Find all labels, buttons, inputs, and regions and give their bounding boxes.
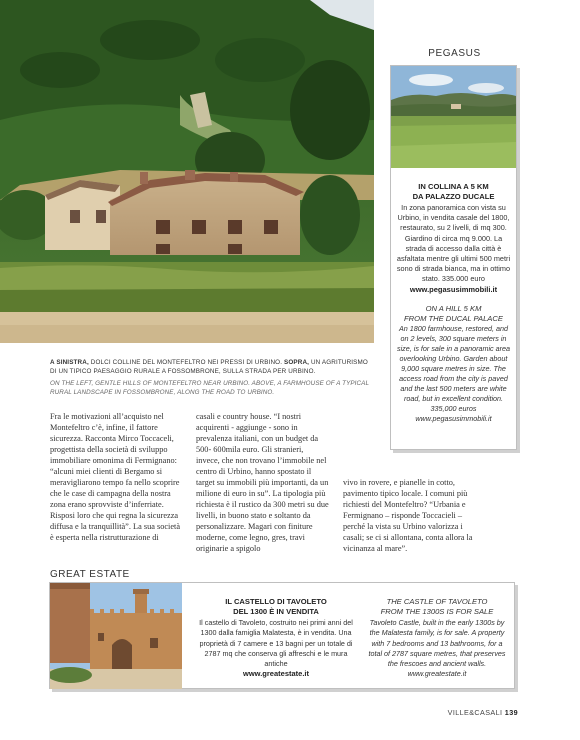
article-column-1 <box>50 411 181 543</box>
great-estate-website-link[interactable]: www.greatestate.it <box>243 669 309 679</box>
caption-direction-left: A SINISTRA, <box>50 359 89 366</box>
castle-title-italian <box>196 597 356 617</box>
listing-info-castle-italian <box>196 597 356 679</box>
pegasus-website-link-english[interactable]: www.pegasusimmobili.it <box>415 413 492 423</box>
caption-text-1: DOLCI COLLINE DEL MONTEFELTRO NEI PRESSI DI URBINO. <box>88 359 284 366</box>
photo-caption-english: ON THE LEFT, GENTLE HILLS OF MONTEFELTRO NEAR URBINO. ABOVE, A FARMHOUSE OF A TYPICAL RURAL LANDSCAPE IN FOSSOMBRONE, ALONG THE ROAD TO URBINO. <box>50 380 369 396</box>
listing-title-english-line2: FROM THE DUCAL PALACE <box>404 313 503 323</box>
listing-title-italian-line1: IN COLLINA A 5 KM <box>418 182 489 191</box>
castle-title-italian-line2: DEL 1300 È IN VENDITA <box>233 607 319 616</box>
pegasus-website-link[interactable]: www.pegasusimmobili.it <box>409 284 498 294</box>
listing-description-english: An 1800 farmhouse, restored, and on 2 levels, 300 square meters in size, is for sale in a panoramic area overlooking Urbino. Garden about 9,000 square metres in size. The access road from the city is paved and the last 500 meters are white road, but in excellent condition. 335,000 euros <box>396 323 511 413</box>
great-estate-website-link-english[interactable]: www.greatestate.it <box>407 669 467 679</box>
article-text-3: vivo in rovere, e pianelle in cotto, pavimento tipico locale. I comuni più richiesti del Montefeltro? “Urbania e Fermignano – risponde Toccacieli – perché la vista su Urbino valorizza i casali; se ci si allontana, conta allora la vicinanza al mare”. <box>343 478 473 553</box>
article-text-1: Fra le motivazioni all’acquisto nel Montefeltro c’è, infine, il fattore sicurezza. Racconta Mirco Toccaceli, progettista della società di sviluppo immobiliare omonima di Fermignano: “alcuni miei clienti di Bergamo si meravigliarono tempo fa nello scoprire che le case di campagna della nostra zona erano sprovviste d’inferriate. Risposi loro che qui regna la sicurezza diffusa e la tranquillità”. La sua società è esperta nella ristrutturazione di <box>50 412 181 542</box>
article-column-3 <box>343 477 473 554</box>
listing-title-english-line1: ON A HILL 5 KM <box>425 303 482 313</box>
page-number: 139 <box>504 708 518 717</box>
listing-description-italian: In zona panoramica con vista su Urbino, in vendita casale del 1800, restaurato, su 2 livelli, di mq 300. Giardino di circa mq 9.000. La strada di accesso dalla città è asfaltata mentre gli ultimi 500 metri sono di strada bianca, ma in ottimo stato. 335.000 euro <box>396 203 511 284</box>
caption-direction-above: SOPRA, <box>284 359 310 366</box>
listing-info-pegasus <box>391 182 516 424</box>
castle-description-english: Tavoleto Castle, built in the early 1300s by the Malatesta family, is for sale. A property with 7 bedrooms and 13 bathrooms, for a total of 2787 square metres, that preserves the frescoes and ancient walls. <box>368 618 506 669</box>
page-footer <box>432 708 518 717</box>
article-text-2: casali e country house. “I nostri acquirenti - aggiunge - sono in prevalenza italiani, con un budget da 500- 600mila euro. Gli stranieri, invece, che non trovano l’immobile nel centro di Urbino, hanno spostato il target su immobili più importanti, da un milione di euro in su”. La tipologia più richiesta è il rustico da 300 metri su due livelli, in buono stato e soltanto da personalizzare. Magari con finiture moderne, come legno, gres, travi originarie a spigolo <box>196 412 329 553</box>
listing-photo-landscape <box>391 66 516 168</box>
castle-title-english-line1: THE CASTLE OF TAVOLETO <box>386 597 488 606</box>
hero-photo-farmhouse <box>0 0 374 343</box>
magazine-name: VILLE&CASALI <box>447 708 503 717</box>
castle-description-italian: Il castello di Tavoleto, costruito nei primi anni del 1300 dalla famiglia Malatesta, è in vendita. Una proprietà di 7 camere e 13 bagni per un totale di 2787 mq che conserva gli affreschi e le mura antiche <box>199 618 353 669</box>
listing-title-italian-line2: DA PALAZZO DUCALE <box>412 192 495 201</box>
listing-box-great-estate <box>49 582 515 689</box>
brand-great-estate: GREAT ESTATE <box>50 569 130 580</box>
listing-title-english <box>396 304 511 324</box>
castle-title-english <box>364 597 510 617</box>
photo-caption-italian <box>50 358 372 376</box>
article-column-2 <box>196 411 329 554</box>
brand-pegasus: PEGASUS <box>428 48 481 59</box>
listing-photo-castle <box>50 583 182 689</box>
listing-box-pegasus <box>390 65 517 450</box>
listing-info-castle-english <box>364 597 510 679</box>
castle-title-english-line2: FROM THE 1300S IS FOR SALE <box>380 607 494 616</box>
listing-title-italian <box>396 182 511 202</box>
castle-title-italian-line1: IL CASTELLO DI TAVOLETO <box>225 597 327 606</box>
caption-text-2: UN AGRITURISMO DI UN TIPICO PAESAGGIO RURALE A FOSSOMBRONE, SULLA STRADA PER URBINO. <box>50 359 368 375</box>
